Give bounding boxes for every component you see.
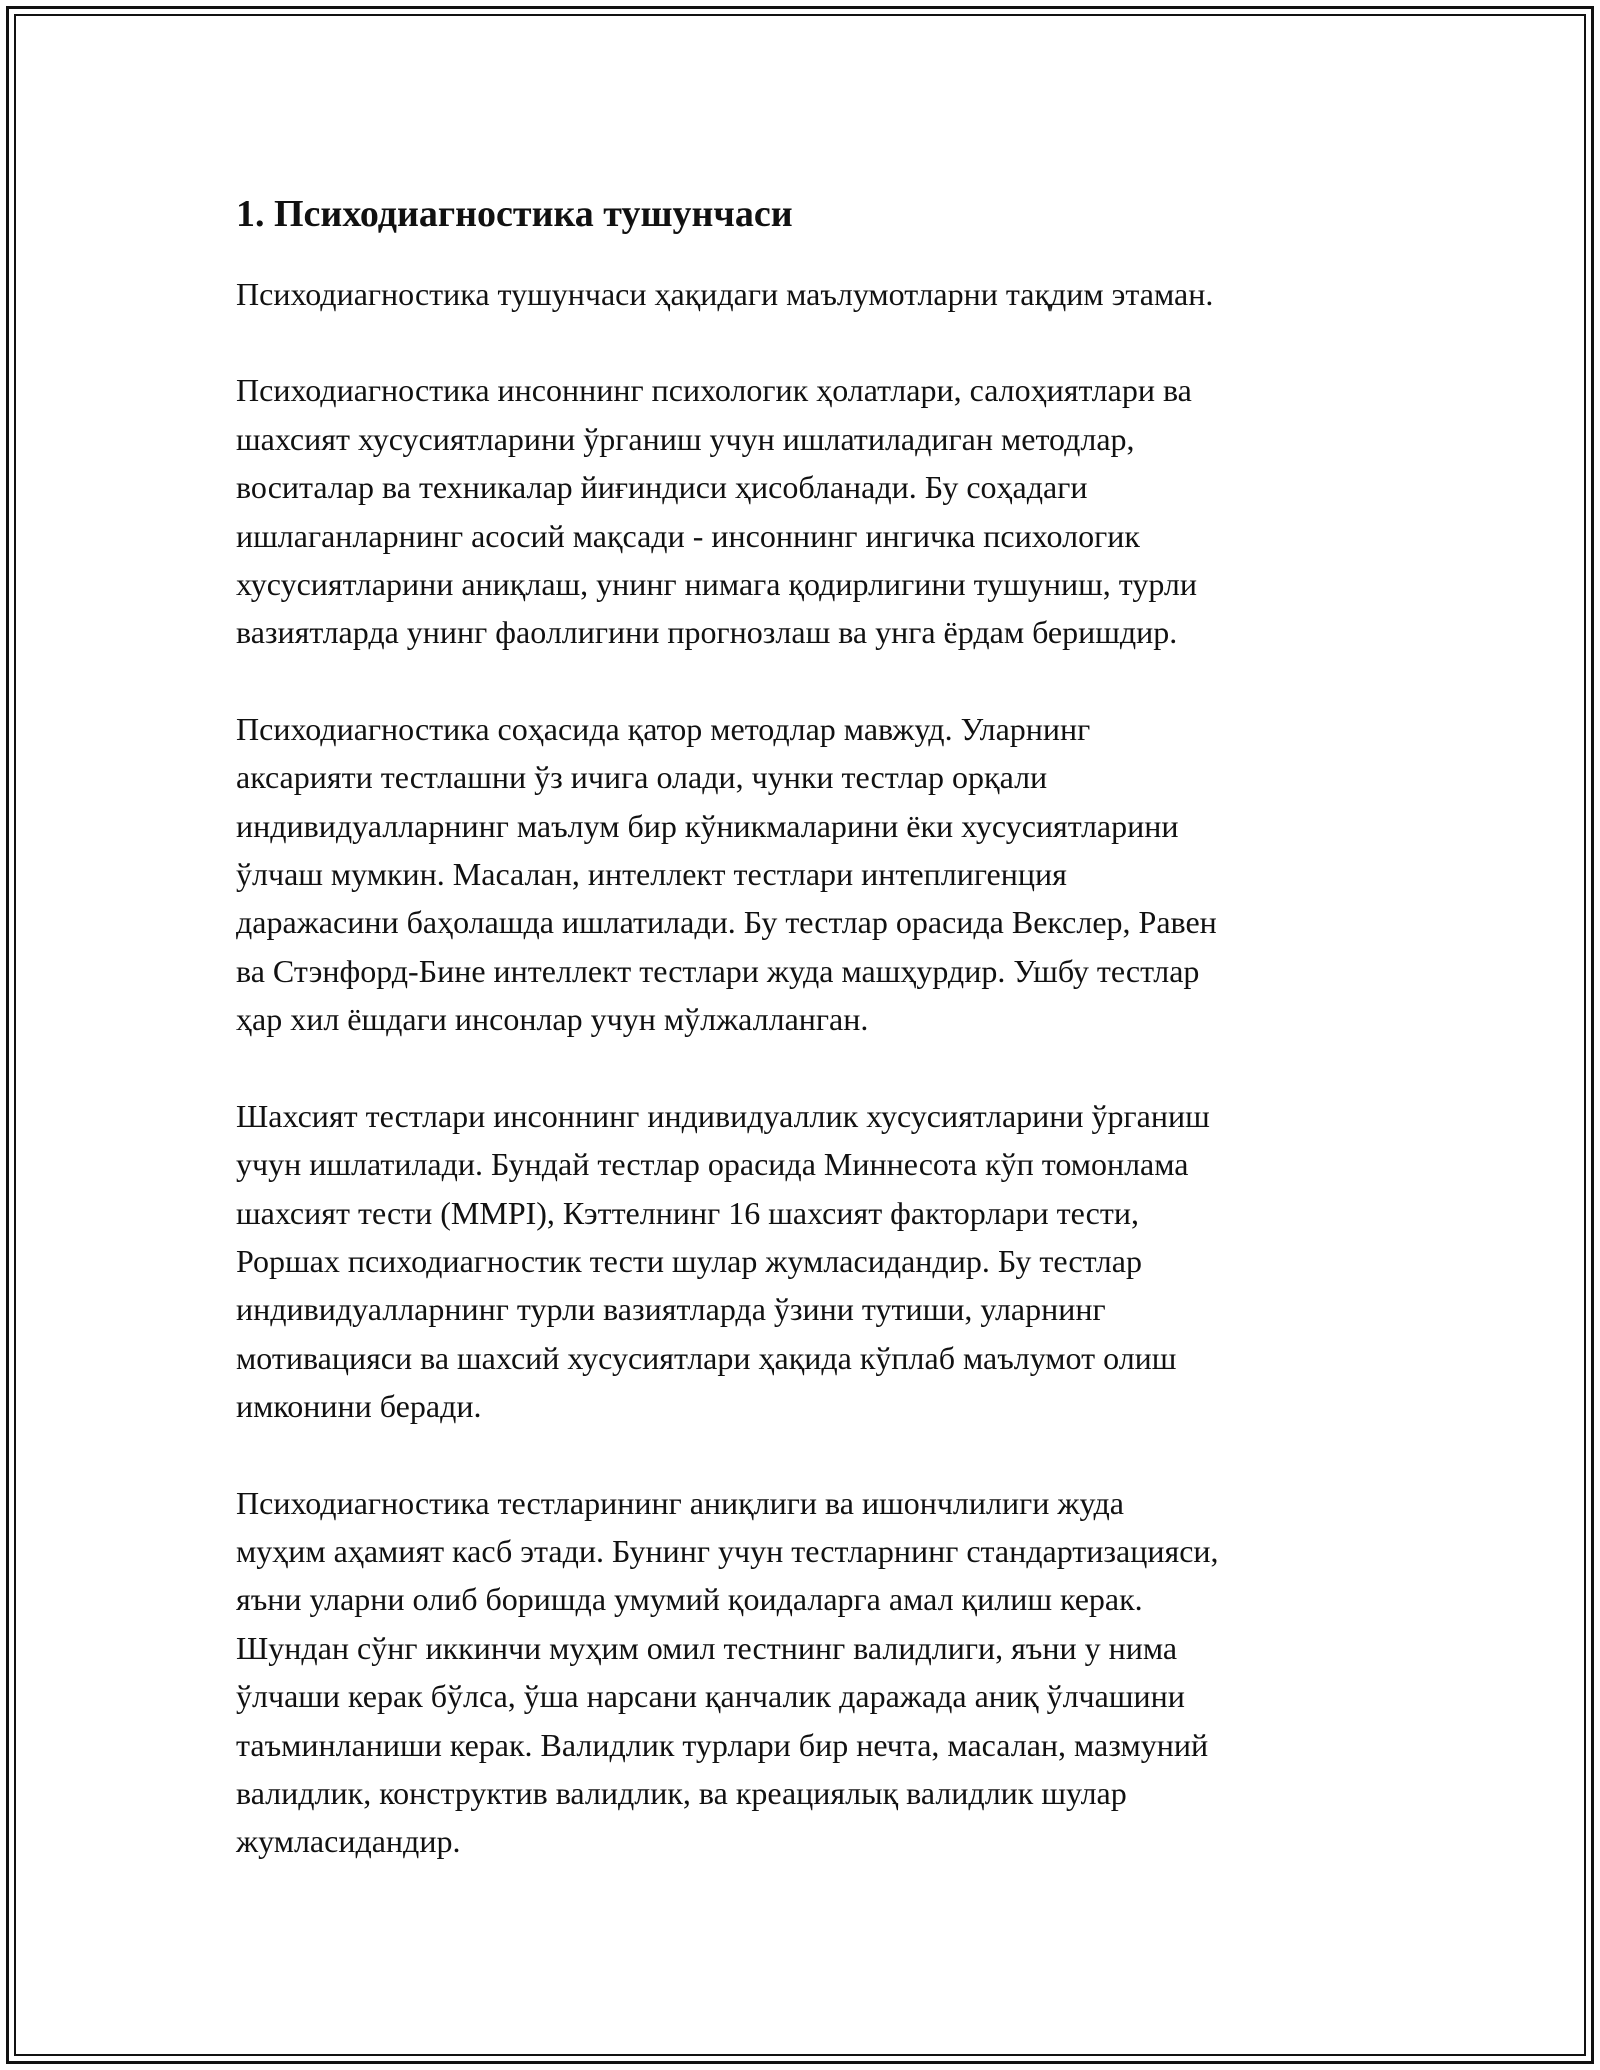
reliability-paragraph: Психодиагностика тестларининг аниқлиги ва ишончлилиги жуда муҳим аҳамият касб этади. Бунинг учун тестларнинг стандартизацияси, яъни уларни олиб боришда умумий қоидаларга амал қилиш керак. Шундан сўнг иккинчи муҳим омил тестнинг валидлиги, яъни у нима ўлчаши керак бўлса, ўша нарсани қанчалик даражада аниқ ўлчашини таъминланиши керак. Валидлик турлари бир нечта, масалан, мазмуний валидлик, конструктив валидлик, ва креациялық валидлик шулар жумласидандир. <box>236 1484 1219 1860</box>
definition-paragraph: Психодиагностика инсоннинг психологик ҳолатлари, салоҳиятлари ва шахсият хусусиятларини ўрганиш учун ишлатиладиган методлар, воситалар ва техникалар йиғиндиси ҳисобланади. Бу соҳадаги ишлаганларнинг асосий мақсади - инсоннинг ингичка психологик хусусиятларини аниқлаш, унинг нимага қодирлигини тушуниш, турли вазиятларда унинг фаоллигини прогнозлаш ва унга ёрдам беришдир. <box>236 372 1197 651</box>
personality-tests-paragraph: Шахсият тестлари инсоннинг индивидуаллик хусусиятларини ўрганиш учун ишлатилади. Бундай тестлар орасида Миннесота кўп томонлама шахсият тести (MMPI), Кэттелнинг 16 шахсият факторлари тести, Роршах психодиагностик тести шулар жумласидандир. Бу тестлар индивидуалларнинг турли вазиятларда ўзини тутиши, уларнинг мотивацияси ва шахсий хусусиятлари ҳақида кўплаб маълумот олиш имконини беради. <box>236 1097 1210 1425</box>
methods-paragraph: Психодиагностика соҳасида қатор методлар мавжуд. Уларнинг аксарияти тестлашни ўз ичига олади, чунки тестлар орқали индивидуалларнинг маълум бир кўникмаларини ёки хусусиятларини ўлчаш мумкин. Масалан, интеллект тестлари интеплигенция даражасини баҳолашда ишлатилади. Бу тестлар орасида Векслер, Равен ва Стэнфорд-Бине интеллект тестлари жуда машҳурдир. Ушбу тестлар ҳар хил ёшдаги инсонлар учун мўлжалланган. <box>236 710 1217 1038</box>
document-body <box>236 188 1376 1914</box>
intro-paragraph: Психодиагностика тушунчаси ҳақидаги маълумотларни тақдим этаман. <box>236 276 1214 312</box>
section-heading: 1. Психодиагностика тушунчаси <box>236 193 793 235</box>
